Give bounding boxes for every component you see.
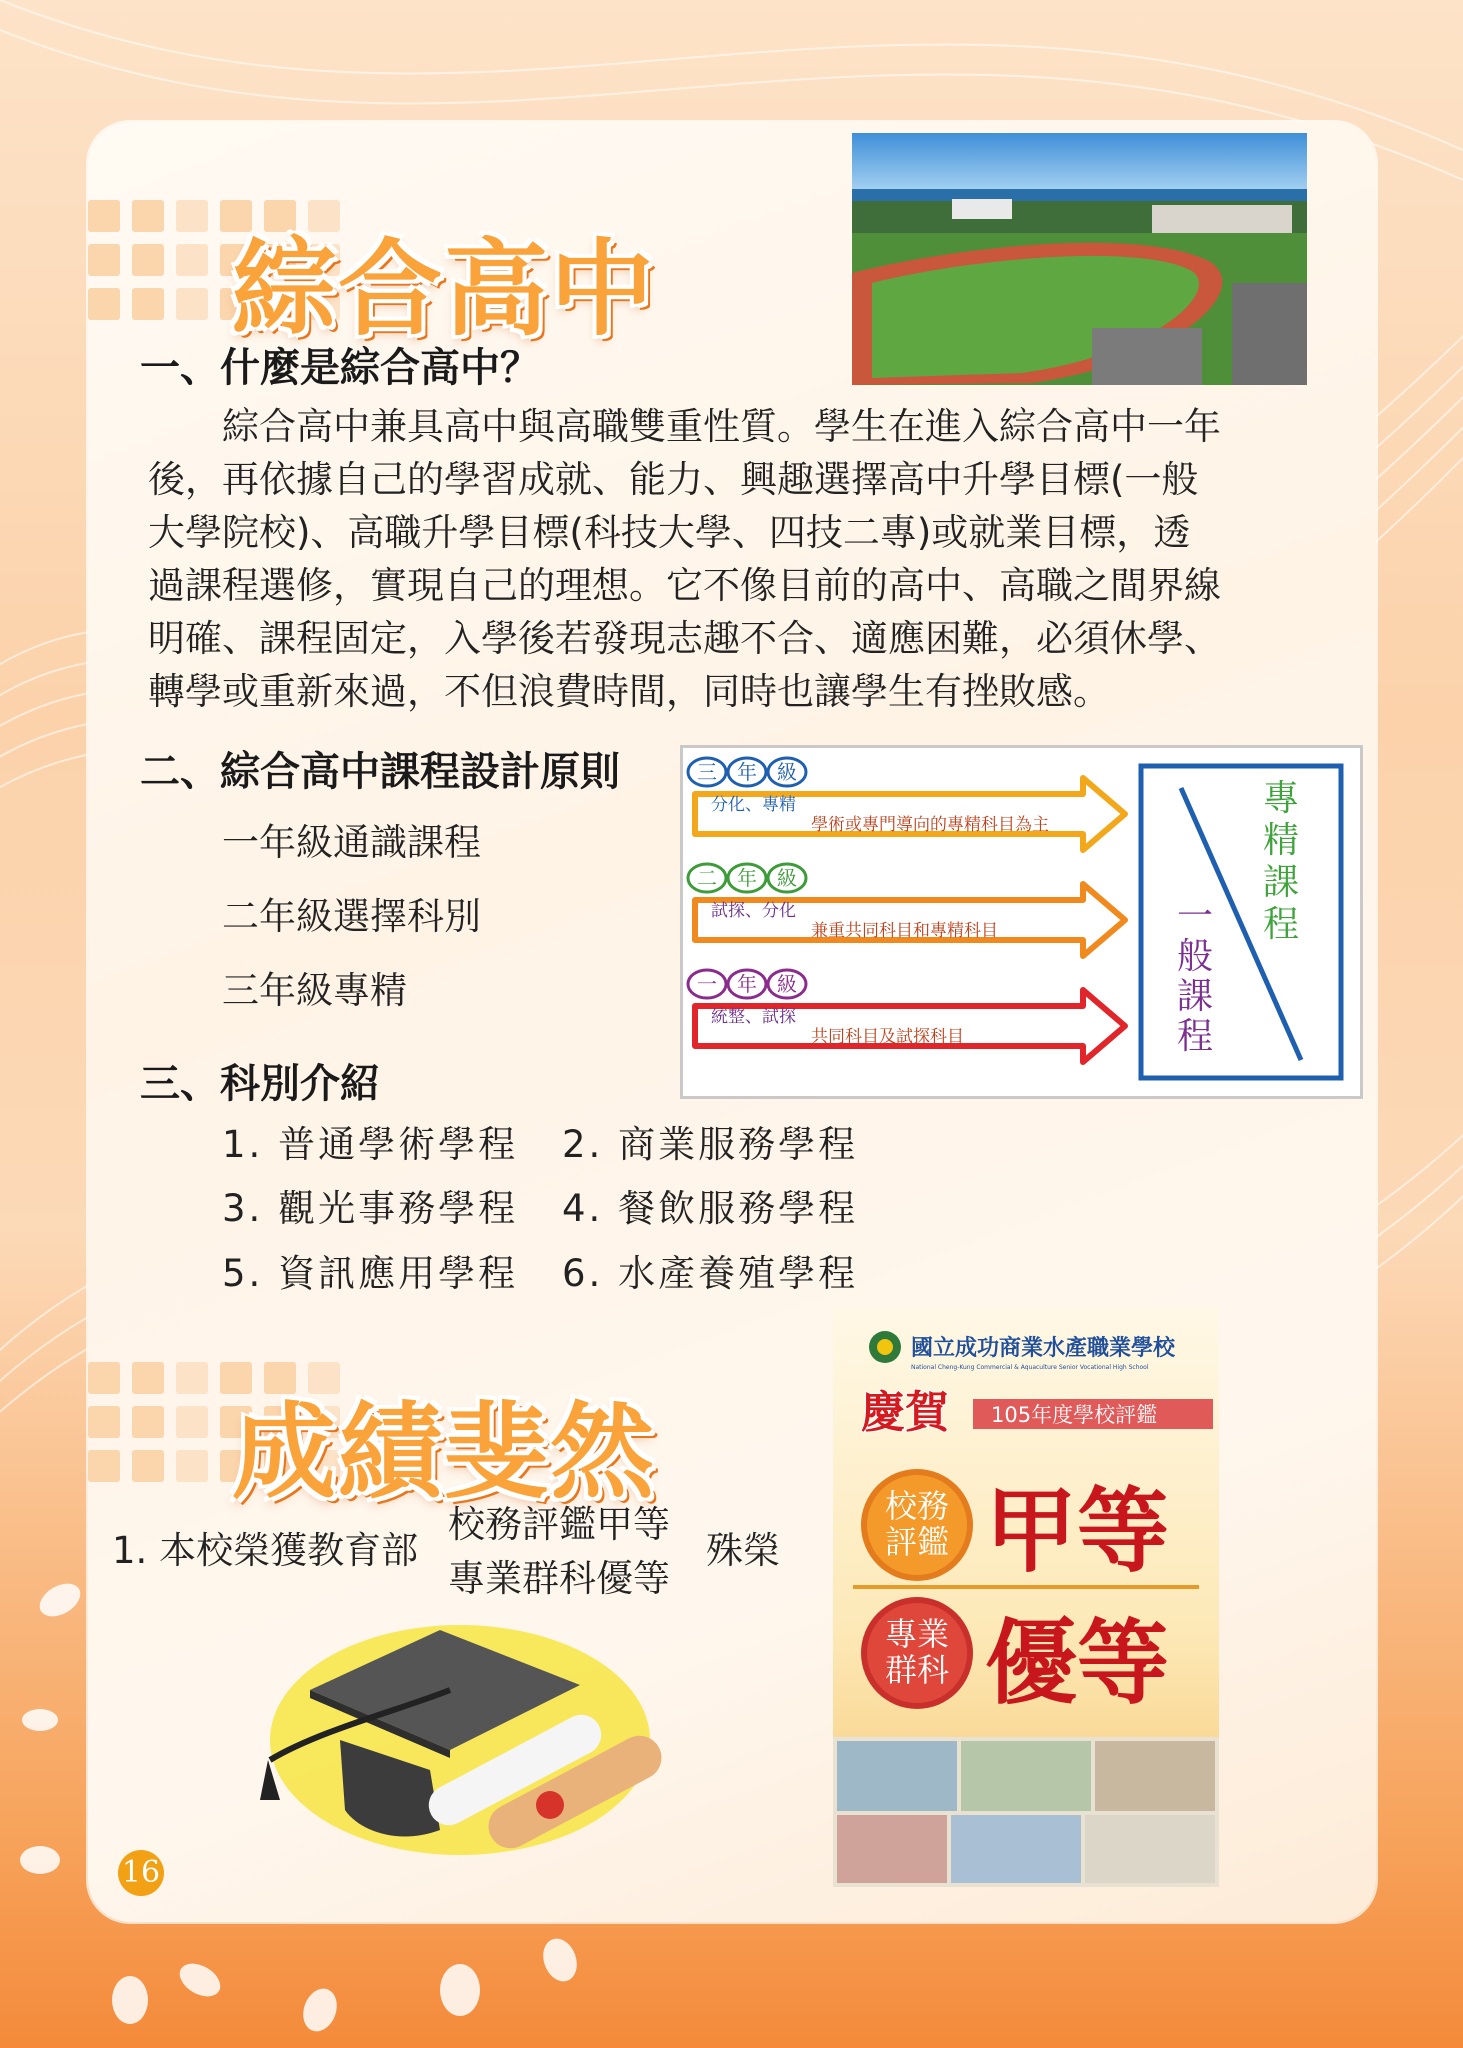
curriculum-diagram-svg [683,748,1360,1096]
campus-photo-image [852,133,1307,385]
paragraph-line: 過課程選修，實現自己的理想。它不像目前的高中、高職之間界線 [148,564,1221,607]
poster-badge1-line2: 評鑑 [884,1523,950,1561]
paragraph-line: 大學院校)、高職升學目標(科技大學、四技二專)或就業目標，透 [148,511,1191,554]
poster-grade1: 甲等 [985,1478,1170,1585]
paragraph-line: 轉學或重新來過，不但浪費時間，同時也讓學生有挫敗感。 [148,670,1110,713]
award-line-2: 專業群科優等 [448,1557,670,1600]
poster-year-banner: 105年度學校評鑑 [991,1403,1158,1427]
specialized-course-char: 程 [1262,904,1300,945]
award-suffix: 殊榮 [706,1529,780,1572]
grade-focus-label: 統整、試探 [711,1007,796,1027]
graduation-cap-illustration [250,1600,670,1860]
poster-school-english: National Cheng-Kung Commercial & Aquaculture Senior Vocational High School [911,1364,1149,1371]
grade-description: 學術或專門導向的專精科目為主 [811,815,1049,835]
grade-badge-char: 級 [777,760,797,784]
department-item: 3. 觀光事務學程 [222,1187,519,1230]
poster-badge2-line1: 專業 [884,1615,950,1653]
intro-paragraph [148,400,1308,718]
principle-item: 二年級選擇科別 [222,895,481,938]
grade-badge-char: 級 [777,866,797,890]
general-course-char: 程 [1176,1016,1214,1057]
general-course-char: 一 [1176,896,1214,937]
grade-badge-char: 年 [737,866,757,890]
paragraph-line: 後，再依據自己的學習成就、能力、興趣選擇高中升學目標(一般 [148,458,1199,501]
graduation-cap-icon [250,1600,670,1860]
heading-design-principles: 二、綜合高中課程設計原則 [140,749,620,795]
grade-badge-char: 級 [777,972,797,996]
paragraph-line: 明確、課程固定，入學後若發現志趣不合、適應困難，必須休學、 [148,617,1221,660]
poster-celebrate: 慶賀 [861,1387,949,1438]
grade-badge-char: 二 [697,866,717,890]
grade-description: 共同科目及試探科目 [811,1027,964,1047]
curriculum-diagram [680,745,1363,1099]
poster-school-name: 國立成功商業水產職業學校 [911,1336,1176,1361]
section-title-achievements: 成績斐然 [232,1391,657,1513]
evaluation-poster [833,1307,1219,1887]
heading-departments: 三、科別介紹 [140,1061,380,1107]
poster-badge2-line2: 群科 [884,1651,950,1689]
specialized-course-char: 課 [1262,862,1300,903]
grade-focus-label: 試探、分化 [711,901,796,921]
principle-item: 一年級通識課程 [222,821,481,864]
grade-badge-char: 三 [697,760,717,784]
general-course-char: 課 [1176,976,1214,1017]
grade-badge-char: 年 [737,760,757,784]
heading-what-is: 一、什麼是綜合高中？ [140,345,540,391]
award-prefix: 1. 本校榮獲教育部 [112,1529,419,1572]
page-number: 16 [118,1850,164,1896]
campus-photo [852,133,1307,385]
poster-grade2: 優等 [985,1610,1170,1717]
department-item: 5. 資訊應用學程 [222,1252,519,1295]
grade-focus-label: 分化、專精 [711,795,796,815]
department-item: 4. 餐飲服務學程 [562,1187,859,1230]
department-item: 2. 商業服務學程 [562,1123,859,1166]
poster-badge1-line1: 校務 [884,1487,950,1525]
grade-badge-char: 一 [697,972,717,996]
section-title-comprehensive-high-school: 綜合高中 [232,228,657,350]
principle-item: 三年級專精 [222,969,407,1012]
specialized-course-char: 精 [1262,820,1300,861]
department-item: 1. 普通學術學程 [222,1123,519,1166]
grade-description: 兼重共同科目和專精科目 [811,921,998,941]
paragraph-line: 綜合高中兼具高中與高職雙重性質。學生在進入綜合高中一年 [148,405,1221,448]
specialized-course-char: 專 [1262,778,1300,819]
department-item: 6. 水產養殖學程 [562,1252,859,1295]
grade-badge-char: 年 [737,972,757,996]
general-course-char: 般 [1176,936,1214,977]
award-line-1: 校務評鑑甲等 [448,1503,670,1546]
poster-graphic [833,1307,1219,1887]
